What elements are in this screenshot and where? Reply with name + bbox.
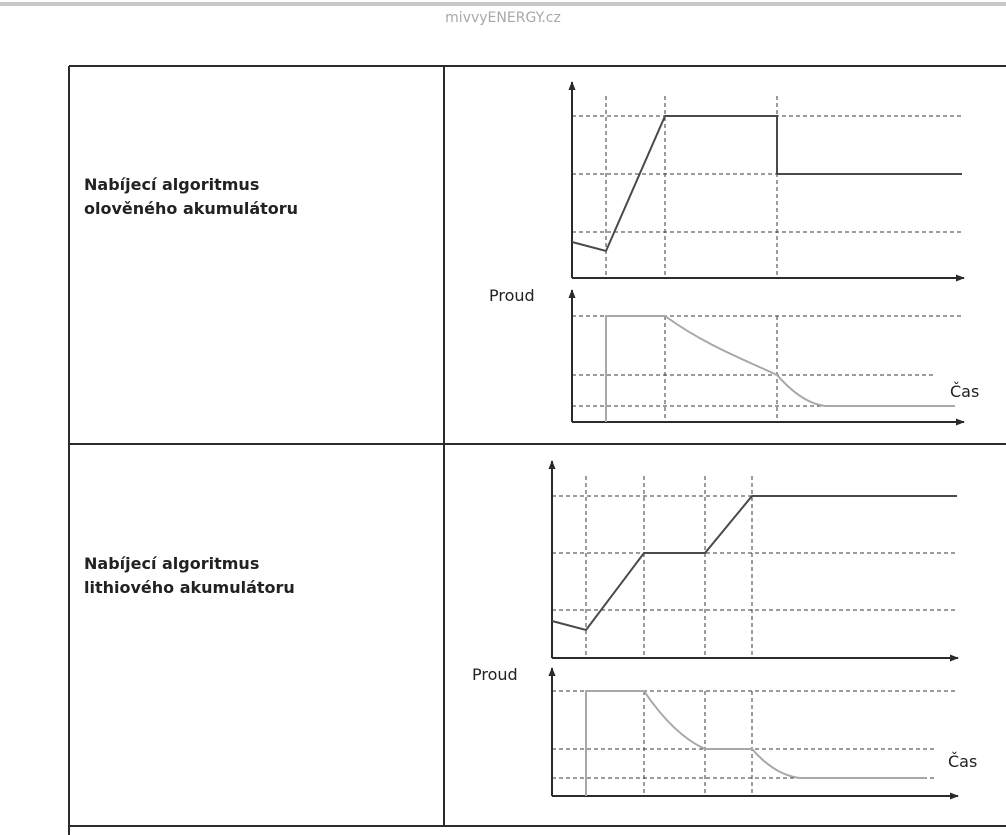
watermark: mivvyENERGY.cz	[445, 10, 561, 26]
lead-acid-title-line1: Nabíjecí algoritmus	[84, 175, 260, 194]
lead-voltage-guides	[572, 96, 962, 278]
lithium-time-axis-label: Čas	[948, 752, 978, 771]
lead-acid-voltage-chart	[572, 82, 964, 278]
lithium-current-curve	[586, 691, 926, 796]
lead-time-axis-label: Čas	[950, 382, 980, 401]
lithium-title-line1: Nabíjecí algoritmus	[84, 554, 260, 573]
lead-acid-title-line2: olověného akumulátoru	[84, 199, 299, 218]
lead-voltage-curve	[572, 116, 962, 251]
lithium-voltage-chart	[552, 461, 958, 658]
lithium-current-guides	[552, 691, 957, 796]
lead-acid-current-chart	[489, 286, 979, 422]
lithium-current-axis-label: Proud	[472, 665, 518, 684]
lithium-title-line2: lithiového akumulátoru	[84, 578, 295, 597]
table-grid	[69, 66, 1006, 835]
lithium-voltage-guides	[552, 476, 957, 658]
lithium-current-chart	[472, 665, 977, 796]
lead-current-axis-label: Proud	[489, 286, 535, 305]
